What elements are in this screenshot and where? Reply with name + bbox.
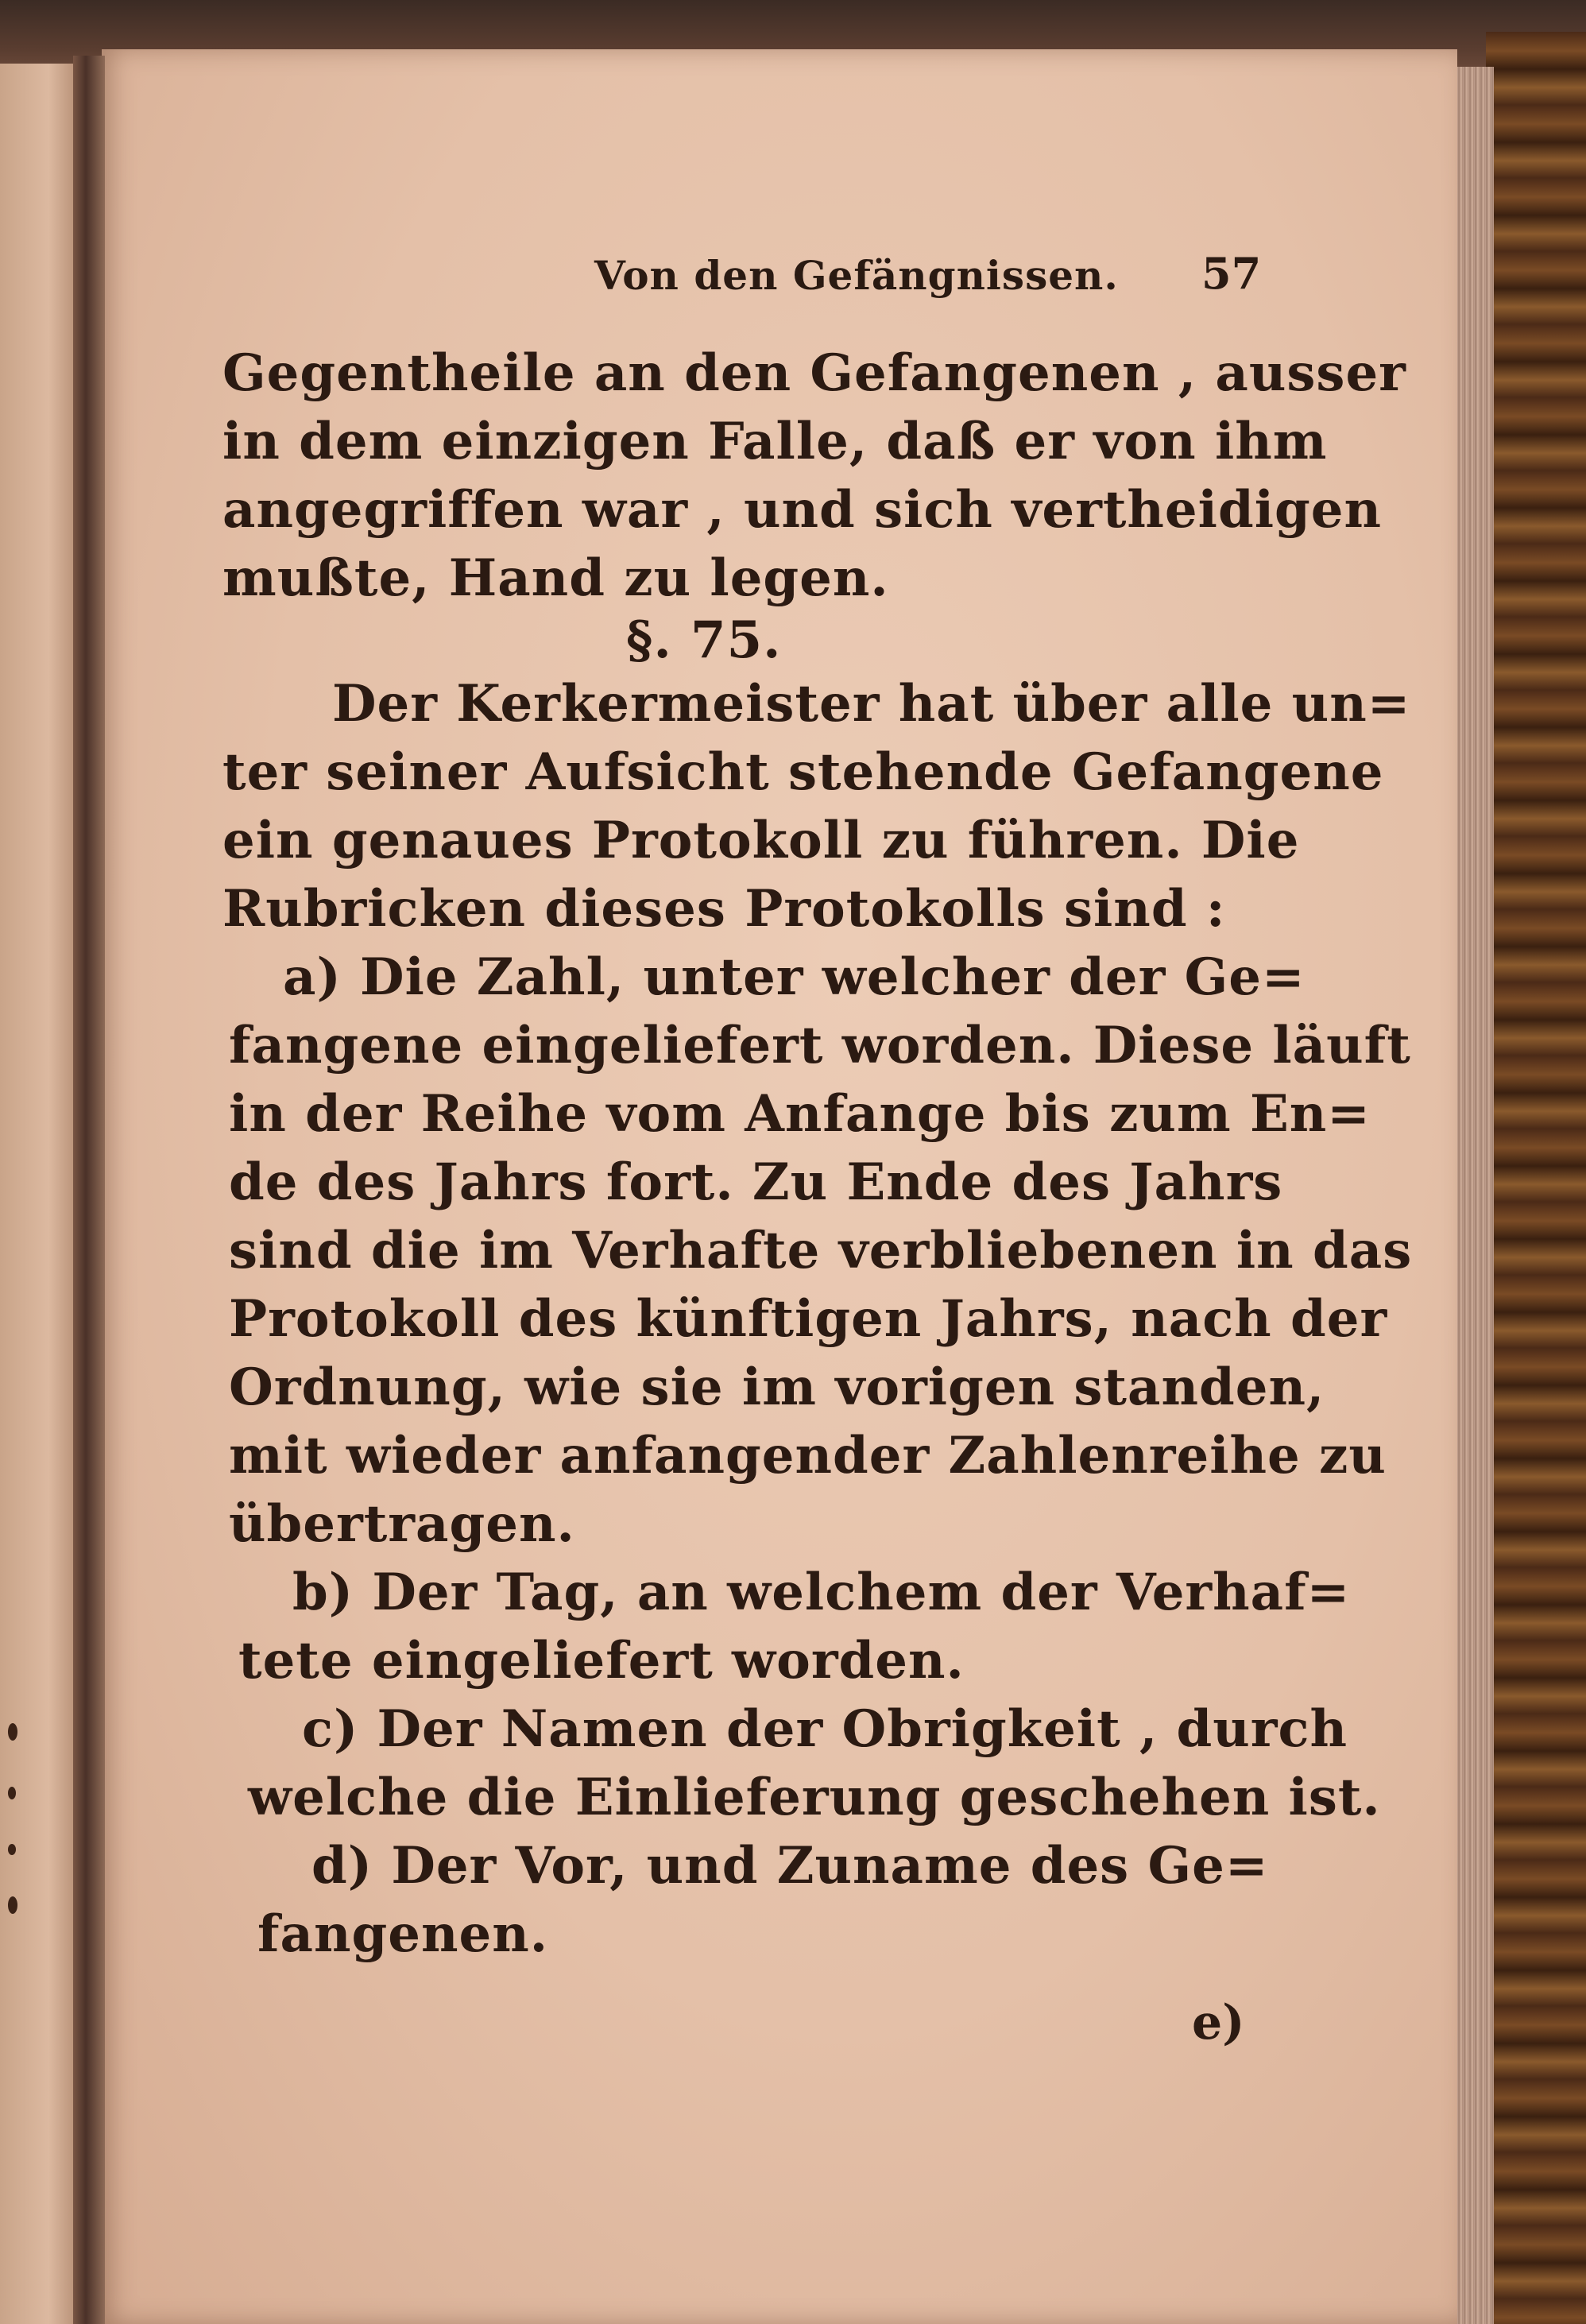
- text-line: ein genaues Protokoll zu führen. Die: [222, 811, 1300, 870]
- left-page-mark: [8, 1723, 17, 1741]
- left-page-mark: [8, 1896, 17, 1914]
- text-line: ter seiner Aufsicht stehende Gefangene: [222, 742, 1384, 802]
- text-line: Protokoll des künftigen Jahrs, nach der: [229, 1289, 1388, 1349]
- list-item: c) Der Namen der Obrigkeit , durch: [302, 1699, 1348, 1759]
- book-cover-right: [1486, 32, 1586, 2324]
- left-page-mark: [8, 1844, 16, 1855]
- page-number: 57: [1201, 248, 1262, 299]
- book-gutter: [73, 56, 105, 2324]
- catchword: e): [1192, 1995, 1245, 2051]
- text-line: in der Reihe vom Anfange bis zum En=: [229, 1084, 1371, 1144]
- section-heading: §. 75.: [626, 610, 782, 670]
- text-line: fangene eingeliefert worden. Diese läuft: [229, 1016, 1411, 1075]
- text-line: mit wieder anfangender Zahlenreihe zu: [229, 1426, 1387, 1485]
- list-item: a) Die Zahl, unter welcher der Ge=: [283, 947, 1306, 1007]
- left-page-edge: [0, 64, 81, 2324]
- list-item: d) Der Vor, und Zuname des Ge=: [311, 1836, 1269, 1896]
- running-head: Von den Gefängnissen.: [594, 252, 1119, 299]
- text-line: Gegentheile an den Gefangenen , ausser: [222, 343, 1406, 403]
- text-line: Der Kerkermeister hat über alle un=: [332, 674, 1411, 734]
- text-line: übertragen.: [229, 1494, 575, 1554]
- text-line: mußte, Hand zu legen.: [222, 548, 889, 608]
- book-page: [102, 49, 1457, 2324]
- text-line: Rubricken dieses Protokolls sind :: [222, 879, 1226, 939]
- list-item: b) Der Tag, an welchem der Verhaf=: [292, 1563, 1351, 1622]
- text-line: tete eingeliefert worden.: [238, 1631, 965, 1691]
- left-page-mark: [8, 1787, 16, 1799]
- text-line: Ordnung, wie sie im vorigen standen,: [229, 1358, 1325, 1417]
- text-line: angegriffen war , und sich vertheidigen: [222, 480, 1382, 540]
- text-line: fangenen.: [257, 1904, 549, 1964]
- text-line: de des Jahrs fort. Zu Ende des Jahrs: [229, 1152, 1283, 1212]
- text-line: sind die im Verhafte verbliebenen in das: [229, 1221, 1413, 1280]
- text-line: in dem einzigen Falle, daß er von ihm: [222, 412, 1328, 471]
- text-line: welche die Einlieferung geschehen ist.: [248, 1768, 1381, 1827]
